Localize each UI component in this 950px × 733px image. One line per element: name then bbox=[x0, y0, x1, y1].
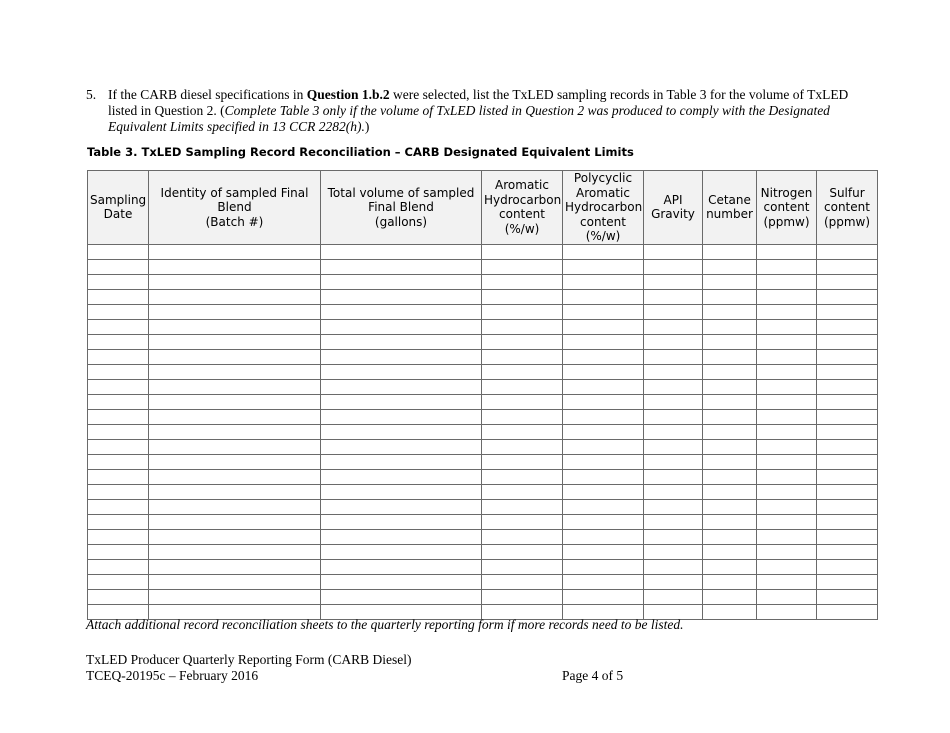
table-cell[interactable] bbox=[703, 409, 757, 424]
table-cell[interactable] bbox=[563, 409, 644, 424]
table-cell[interactable] bbox=[321, 259, 482, 274]
table-cell[interactable] bbox=[482, 454, 563, 469]
table-row bbox=[88, 484, 878, 499]
table-cell[interactable] bbox=[563, 574, 644, 589]
table-cell[interactable] bbox=[757, 244, 817, 259]
table-cell[interactable] bbox=[644, 319, 703, 334]
table-cell[interactable] bbox=[757, 544, 817, 559]
table-cell[interactable] bbox=[817, 589, 878, 604]
table-cell[interactable] bbox=[482, 439, 563, 454]
table-cell[interactable] bbox=[88, 364, 149, 379]
table-row bbox=[88, 514, 878, 529]
table-cell[interactable] bbox=[321, 499, 482, 514]
table-cell[interactable] bbox=[644, 589, 703, 604]
table-cell[interactable] bbox=[149, 244, 321, 259]
column-header-line: Polycyclic bbox=[573, 171, 633, 185]
table-cell[interactable] bbox=[321, 559, 482, 574]
question-reference: Question 1.b.2 bbox=[306, 87, 390, 102]
footer bbox=[86, 652, 411, 684]
table-cell[interactable] bbox=[757, 334, 817, 349]
table-cell[interactable] bbox=[644, 454, 703, 469]
table-cell[interactable] bbox=[757, 439, 817, 454]
table-row bbox=[88, 574, 878, 589]
column-header-line: (Batch #) bbox=[205, 214, 264, 229]
table-cell[interactable] bbox=[482, 274, 563, 289]
table-cell[interactable] bbox=[88, 574, 149, 589]
table-cell[interactable] bbox=[149, 454, 321, 469]
table-row bbox=[88, 379, 878, 394]
table-cell[interactable] bbox=[149, 259, 321, 274]
table-cell[interactable] bbox=[644, 574, 703, 589]
table-cell[interactable] bbox=[563, 514, 644, 529]
table-cell[interactable] bbox=[88, 589, 149, 604]
table-cell[interactable] bbox=[149, 334, 321, 349]
column-header-line: Sampling bbox=[90, 192, 147, 207]
column-header-line: Aromatic bbox=[576, 185, 630, 200]
table-cell[interactable] bbox=[644, 334, 703, 349]
table-cell[interactable] bbox=[817, 349, 878, 364]
table-row bbox=[88, 529, 878, 544]
question-5 bbox=[86, 87, 866, 135]
table-cell[interactable] bbox=[563, 364, 644, 379]
column-header-line: Blend bbox=[217, 200, 252, 214]
table-cell[interactable] bbox=[817, 454, 878, 469]
table-cell[interactable] bbox=[321, 319, 482, 334]
column-header-line: Hydrocarbon bbox=[484, 192, 562, 207]
table-cell[interactable] bbox=[703, 589, 757, 604]
table-cell[interactable] bbox=[482, 349, 563, 364]
table-cell[interactable] bbox=[817, 319, 878, 334]
table-cell[interactable] bbox=[817, 559, 878, 574]
column-header-line: Final Blend bbox=[368, 200, 434, 214]
table-cell[interactable] bbox=[703, 469, 757, 484]
table-cell[interactable] bbox=[644, 244, 703, 259]
column-header bbox=[757, 171, 817, 245]
table-cell[interactable] bbox=[817, 304, 878, 319]
table-cell[interactable] bbox=[321, 379, 482, 394]
table-cell[interactable] bbox=[817, 439, 878, 454]
table-caption: Table 3. TxLED Sampling Record Reconciliation – CARB Designated Equivalent Limits bbox=[87, 145, 634, 159]
table-row bbox=[88, 319, 878, 334]
table-cell[interactable] bbox=[757, 424, 817, 439]
column-header-line: (ppmw) bbox=[763, 214, 810, 229]
table-cell[interactable] bbox=[321, 274, 482, 289]
table-cell[interactable] bbox=[149, 529, 321, 544]
table-cell[interactable] bbox=[817, 379, 878, 394]
question-text-part2: were selected, list the TxLED sampling records in Table 3 for the volume of TxLED listed in Question 2. ( bbox=[108, 87, 849, 118]
table-cell[interactable] bbox=[563, 289, 644, 304]
table-cell[interactable] bbox=[563, 244, 644, 259]
table-cell[interactable] bbox=[88, 379, 149, 394]
table-cell[interactable] bbox=[703, 529, 757, 544]
table-cell[interactable] bbox=[321, 424, 482, 439]
table-cell[interactable] bbox=[757, 259, 817, 274]
page-number: Page 4 of 5 bbox=[562, 668, 624, 683]
table-cell[interactable] bbox=[644, 364, 703, 379]
question-text-part1: If the CARB diesel specifications in bbox=[108, 87, 307, 102]
column-header-line: Gravity bbox=[651, 207, 695, 222]
table-cell[interactable] bbox=[149, 439, 321, 454]
table-cell[interactable] bbox=[757, 379, 817, 394]
column-header-line: Identity of sampled Final bbox=[160, 185, 309, 200]
table-cell[interactable] bbox=[482, 409, 563, 424]
table-cell[interactable] bbox=[563, 304, 644, 319]
table-cell[interactable] bbox=[482, 364, 563, 379]
table-cell[interactable] bbox=[88, 514, 149, 529]
column-header-line: Date bbox=[103, 207, 133, 222]
table-cell[interactable] bbox=[149, 574, 321, 589]
table-cell[interactable] bbox=[644, 349, 703, 364]
table-cell[interactable] bbox=[817, 544, 878, 559]
column-header bbox=[88, 171, 149, 245]
table-row bbox=[88, 409, 878, 424]
table-cell[interactable] bbox=[482, 574, 563, 589]
table-row bbox=[88, 289, 878, 304]
table-cell[interactable] bbox=[817, 529, 878, 544]
table-cell[interactable] bbox=[817, 364, 878, 379]
table-cell[interactable] bbox=[644, 289, 703, 304]
table-cell[interactable] bbox=[757, 319, 817, 334]
table-cell[interactable] bbox=[703, 394, 757, 409]
table-cell[interactable] bbox=[563, 379, 644, 394]
table-cell[interactable] bbox=[757, 484, 817, 499]
table-cell[interactable] bbox=[88, 259, 149, 274]
question-number: 5. bbox=[86, 87, 97, 102]
table-cell[interactable] bbox=[703, 364, 757, 379]
column-header-line: Total volume of sampled bbox=[327, 185, 475, 200]
table-cell[interactable] bbox=[149, 499, 321, 514]
table-cell[interactable] bbox=[149, 379, 321, 394]
column-header bbox=[644, 171, 703, 245]
table-cell[interactable] bbox=[703, 454, 757, 469]
table-cell[interactable] bbox=[321, 469, 482, 484]
form-title: TxLED Producer Quarterly Reporting Form (CARB Diesel) bbox=[86, 652, 412, 667]
table-cell[interactable] bbox=[149, 304, 321, 319]
table-cell[interactable] bbox=[703, 514, 757, 529]
column-header bbox=[321, 171, 482, 245]
table-cell[interactable] bbox=[563, 484, 644, 499]
column-header-line: API bbox=[663, 192, 683, 207]
attach-note: Attach additional record reconciliation sheets to the quarterly reporting form if more records need to be listed. bbox=[86, 617, 684, 632]
table-cell[interactable] bbox=[482, 319, 563, 334]
table-row bbox=[88, 304, 878, 319]
table-cell[interactable] bbox=[644, 424, 703, 439]
table-row bbox=[88, 364, 878, 379]
table-cell[interactable] bbox=[703, 424, 757, 439]
table-cell[interactable] bbox=[88, 469, 149, 484]
table-cell[interactable] bbox=[644, 304, 703, 319]
table-cell[interactable] bbox=[149, 544, 321, 559]
table-cell[interactable] bbox=[88, 529, 149, 544]
table-cell[interactable] bbox=[88, 289, 149, 304]
table-cell[interactable] bbox=[757, 454, 817, 469]
table-cell[interactable] bbox=[703, 544, 757, 559]
table-cell[interactable] bbox=[757, 559, 817, 574]
table-cell[interactable] bbox=[703, 559, 757, 574]
table-cell[interactable] bbox=[482, 499, 563, 514]
column-header bbox=[563, 171, 644, 245]
column-header-line: content bbox=[763, 200, 810, 214]
table-cell[interactable] bbox=[817, 334, 878, 349]
table-cell[interactable] bbox=[757, 514, 817, 529]
table-cell[interactable] bbox=[149, 349, 321, 364]
table-cell[interactable] bbox=[482, 529, 563, 544]
table-cell[interactable] bbox=[757, 304, 817, 319]
table-cell[interactable] bbox=[88, 424, 149, 439]
table-cell[interactable] bbox=[563, 424, 644, 439]
table-cell[interactable] bbox=[149, 424, 321, 439]
column-header-line: (%/w) bbox=[585, 229, 621, 243]
column-header bbox=[482, 171, 563, 245]
table-cell[interactable] bbox=[149, 289, 321, 304]
table-cell[interactable] bbox=[703, 334, 757, 349]
table-body bbox=[88, 244, 878, 619]
table-cell[interactable] bbox=[149, 319, 321, 334]
table-cell[interactable] bbox=[88, 334, 149, 349]
table-cell[interactable] bbox=[644, 559, 703, 574]
table-cell[interactable] bbox=[703, 304, 757, 319]
table-cell[interactable] bbox=[644, 544, 703, 559]
question-text bbox=[108, 87, 866, 135]
table-cell[interactable] bbox=[482, 424, 563, 439]
table-cell[interactable] bbox=[644, 514, 703, 529]
column-header bbox=[817, 171, 878, 245]
table-cell[interactable] bbox=[817, 424, 878, 439]
table-cell[interactable] bbox=[644, 469, 703, 484]
table-cell[interactable] bbox=[644, 499, 703, 514]
table-cell[interactable] bbox=[817, 259, 878, 274]
table-cell[interactable] bbox=[563, 529, 644, 544]
table-cell[interactable] bbox=[321, 544, 482, 559]
table-cell[interactable] bbox=[482, 514, 563, 529]
table-cell[interactable] bbox=[817, 604, 878, 619]
question-close-paren: ) bbox=[364, 119, 370, 134]
table-cell[interactable] bbox=[321, 364, 482, 379]
column-header-line: (ppmw) bbox=[823, 214, 871, 229]
table-cell[interactable] bbox=[149, 589, 321, 604]
column-header-line: Sulfur bbox=[829, 185, 865, 200]
table-cell[interactable] bbox=[757, 604, 817, 619]
table-cell[interactable] bbox=[482, 379, 563, 394]
table-cell[interactable] bbox=[149, 484, 321, 499]
column-header-line: (%/w) bbox=[504, 221, 540, 236]
table-cell[interactable] bbox=[88, 484, 149, 499]
column-header bbox=[149, 171, 321, 245]
table-cell[interactable] bbox=[644, 439, 703, 454]
table-row bbox=[88, 544, 878, 559]
table-cell[interactable] bbox=[321, 574, 482, 589]
table-cell[interactable] bbox=[817, 244, 878, 259]
table-cell[interactable] bbox=[482, 589, 563, 604]
table-row bbox=[88, 394, 878, 409]
form-number: TCEQ-20195c – February 2016 bbox=[86, 668, 259, 683]
table-cell[interactable] bbox=[563, 499, 644, 514]
table-cell[interactable] bbox=[88, 409, 149, 424]
table-cell[interactable] bbox=[757, 409, 817, 424]
table-cell[interactable] bbox=[703, 439, 757, 454]
table-cell[interactable] bbox=[644, 409, 703, 424]
table-cell[interactable] bbox=[321, 409, 482, 424]
table-cell[interactable] bbox=[817, 274, 878, 289]
table-cell[interactable] bbox=[88, 439, 149, 454]
table-cell[interactable] bbox=[149, 409, 321, 424]
table-cell[interactable] bbox=[757, 289, 817, 304]
table-cell[interactable] bbox=[149, 514, 321, 529]
column-header bbox=[703, 171, 757, 245]
table-cell[interactable] bbox=[321, 439, 482, 454]
table-cell[interactable] bbox=[321, 484, 482, 499]
column-header-line: content bbox=[824, 200, 870, 214]
question-instruction: Complete Table 3 only if the volume of TxLED listed in Question 2 was produced to comply with the Designated Equivalent Limits specified in 13 CCR 2282(h). bbox=[108, 103, 830, 134]
table-cell[interactable] bbox=[321, 529, 482, 544]
table-cell[interactable] bbox=[563, 559, 644, 574]
table-cell[interactable] bbox=[88, 244, 149, 259]
table-cell[interactable] bbox=[482, 289, 563, 304]
table-cell[interactable] bbox=[88, 319, 149, 334]
column-header-line: content bbox=[499, 207, 545, 222]
table-cell[interactable] bbox=[563, 454, 644, 469]
table-cell[interactable] bbox=[321, 334, 482, 349]
table-row bbox=[88, 274, 878, 289]
table-cell[interactable] bbox=[563, 319, 644, 334]
table-row bbox=[88, 334, 878, 349]
column-header-line: (gallons) bbox=[374, 214, 428, 229]
column-header-line: Hydrocarbon bbox=[565, 200, 643, 214]
table-cell[interactable] bbox=[321, 289, 482, 304]
table-cell[interactable] bbox=[321, 349, 482, 364]
table-cell[interactable] bbox=[321, 394, 482, 409]
table-cell[interactable] bbox=[817, 409, 878, 424]
table-cell[interactable] bbox=[644, 484, 703, 499]
table-cell[interactable] bbox=[644, 274, 703, 289]
table-cell[interactable] bbox=[88, 394, 149, 409]
table-cell[interactable] bbox=[321, 304, 482, 319]
table-cell[interactable] bbox=[563, 544, 644, 559]
table-cell[interactable] bbox=[563, 469, 644, 484]
column-header-line: number bbox=[706, 207, 753, 222]
table-cell[interactable] bbox=[563, 439, 644, 454]
table-cell[interactable] bbox=[703, 574, 757, 589]
table-cell[interactable] bbox=[817, 469, 878, 484]
table-cell[interactable] bbox=[703, 604, 757, 619]
table-cell[interactable] bbox=[149, 469, 321, 484]
table-cell[interactable] bbox=[321, 244, 482, 259]
table-cell[interactable] bbox=[88, 274, 149, 289]
table-cell[interactable] bbox=[563, 259, 644, 274]
table-cell[interactable] bbox=[482, 259, 563, 274]
column-header-line: content bbox=[580, 214, 626, 229]
table-cell[interactable] bbox=[482, 304, 563, 319]
table-row bbox=[88, 349, 878, 364]
table-cell[interactable] bbox=[703, 484, 757, 499]
table-cell[interactable] bbox=[88, 454, 149, 469]
table-cell[interactable] bbox=[88, 349, 149, 364]
table-cell[interactable] bbox=[482, 469, 563, 484]
table-cell[interactable] bbox=[757, 574, 817, 589]
table-cell[interactable] bbox=[88, 559, 149, 574]
table-cell[interactable] bbox=[817, 484, 878, 499]
table-cell[interactable] bbox=[482, 484, 563, 499]
table-cell[interactable] bbox=[757, 469, 817, 484]
table-cell[interactable] bbox=[644, 379, 703, 394]
table-cell[interactable] bbox=[88, 499, 149, 514]
table-row bbox=[88, 589, 878, 604]
table-cell[interactable] bbox=[563, 349, 644, 364]
table-row bbox=[88, 244, 878, 259]
table-row bbox=[88, 424, 878, 439]
table-cell[interactable] bbox=[757, 394, 817, 409]
table-header-row bbox=[88, 171, 878, 245]
table-cell[interactable] bbox=[563, 394, 644, 409]
table-cell[interactable] bbox=[563, 274, 644, 289]
table-cell[interactable] bbox=[817, 289, 878, 304]
table-cell[interactable] bbox=[149, 559, 321, 574]
table-cell[interactable] bbox=[482, 334, 563, 349]
table-cell[interactable] bbox=[757, 274, 817, 289]
table-cell[interactable] bbox=[817, 394, 878, 409]
table-cell[interactable] bbox=[817, 574, 878, 589]
table-cell[interactable] bbox=[757, 349, 817, 364]
table-row bbox=[88, 259, 878, 274]
table-cell[interactable] bbox=[703, 244, 757, 259]
table-cell[interactable] bbox=[703, 319, 757, 334]
table-cell[interactable] bbox=[644, 394, 703, 409]
table-cell[interactable] bbox=[703, 274, 757, 289]
table-cell[interactable] bbox=[703, 349, 757, 364]
table-cell[interactable] bbox=[149, 274, 321, 289]
table-cell[interactable] bbox=[703, 259, 757, 274]
table-cell[interactable] bbox=[757, 589, 817, 604]
table-row bbox=[88, 439, 878, 454]
table-cell[interactable] bbox=[321, 589, 482, 604]
table-row bbox=[88, 454, 878, 469]
table-cell[interactable] bbox=[563, 589, 644, 604]
table-cell[interactable] bbox=[149, 364, 321, 379]
table-cell[interactable] bbox=[703, 499, 757, 514]
table-cell[interactable] bbox=[757, 364, 817, 379]
column-header-line: Aromatic bbox=[495, 178, 549, 193]
table-cell[interactable] bbox=[644, 259, 703, 274]
column-header-line: Nitrogen bbox=[760, 185, 813, 200]
table-cell[interactable] bbox=[88, 304, 149, 319]
table-row bbox=[88, 499, 878, 514]
table-cell[interactable] bbox=[817, 514, 878, 529]
sampling-record-table bbox=[87, 170, 878, 620]
table-cell[interactable] bbox=[703, 379, 757, 394]
table-cell[interactable] bbox=[482, 394, 563, 409]
table-cell[interactable] bbox=[563, 334, 644, 349]
table-row bbox=[88, 559, 878, 574]
table-cell[interactable] bbox=[644, 529, 703, 544]
table-cell[interactable] bbox=[482, 559, 563, 574]
table-cell[interactable] bbox=[88, 544, 149, 559]
table-row bbox=[88, 469, 878, 484]
table-cell[interactable] bbox=[482, 244, 563, 259]
table-cell[interactable] bbox=[321, 454, 482, 469]
column-header-line: Cetane bbox=[708, 192, 751, 207]
table-cell[interactable] bbox=[482, 544, 563, 559]
table-cell[interactable] bbox=[703, 289, 757, 304]
table-cell[interactable] bbox=[757, 529, 817, 544]
table-cell[interactable] bbox=[757, 499, 817, 514]
table-cell[interactable] bbox=[817, 499, 878, 514]
table-cell[interactable] bbox=[321, 514, 482, 529]
table-cell[interactable] bbox=[149, 394, 321, 409]
